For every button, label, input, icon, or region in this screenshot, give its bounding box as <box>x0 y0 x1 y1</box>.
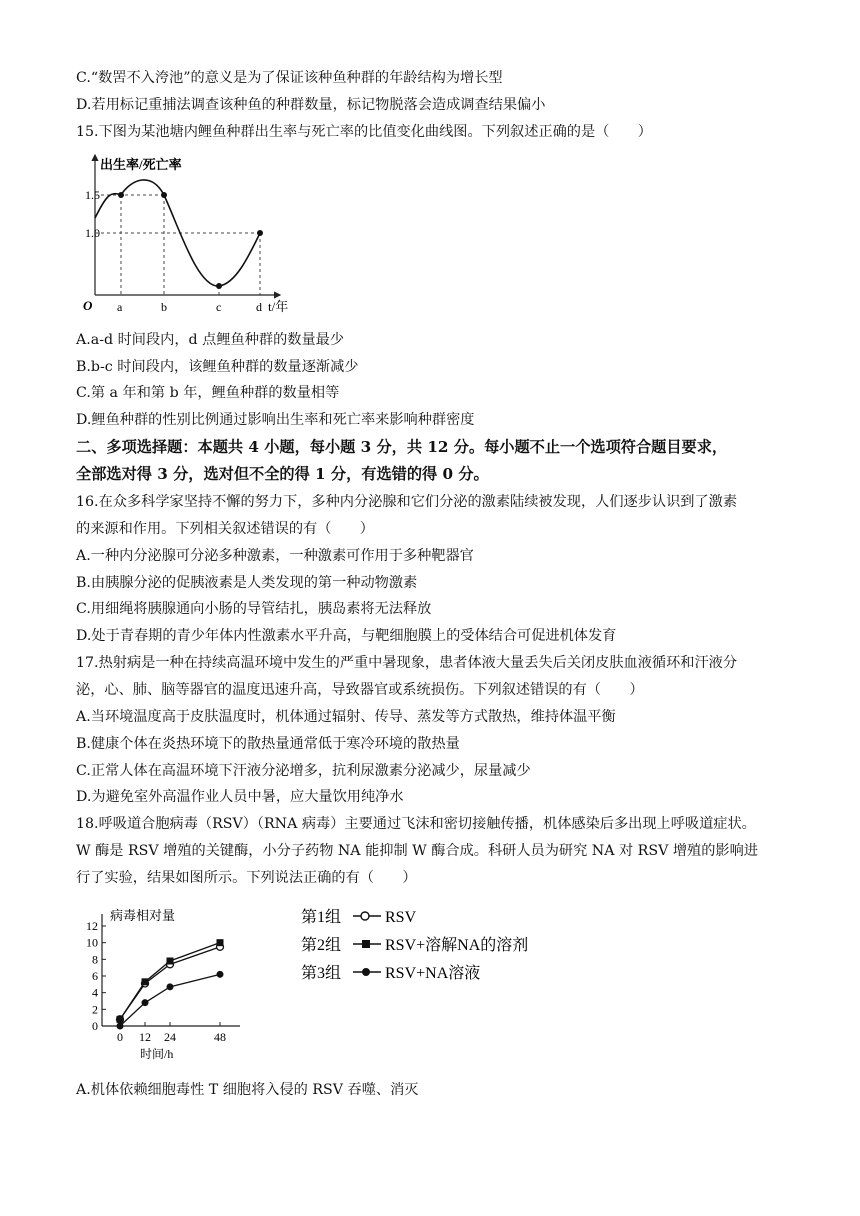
series-2-point <box>167 958 174 965</box>
series-2-point <box>142 978 149 985</box>
legend-label-2: RSV+溶解NA的溶剂 <box>385 937 529 954</box>
option-a-q18: A.机体依赖细胞毒性 T 细胞将入侵的 RSV 吞噬、消灭 <box>76 1082 419 1098</box>
option-c-q15: C.第 a 年和第 b 年，鲤鱼种群的数量相等 <box>76 385 340 401</box>
question-16-line2: 的来源和作用。下列相关叙述错误的有（ ） <box>76 521 374 537</box>
y-tick-label: 12 <box>86 919 98 933</box>
x-axis-label: 时间/h <box>140 1047 174 1061</box>
legend-group-1: 第1组 <box>301 909 342 926</box>
point-c <box>216 283 222 289</box>
option-a-q16: A.一种内分泌腺可分泌多种激素，一种激素可作用于多种靶器官 <box>76 548 474 564</box>
origin-label: O <box>83 298 93 313</box>
option-b-q16: B.由胰腺分泌的促胰液素是人类发现的第一种动物激素 <box>76 575 418 591</box>
question-15: 15.下图为某池塘内鲤鱼种群出生率与死亡率的比值变化曲线图。下列叙述正确的是（ ） <box>76 124 652 140</box>
series-3-point <box>117 1023 124 1030</box>
option-c-q16: C.用细绳将胰腺通向小肠的导管结扎，胰岛素将无法释放 <box>76 601 432 617</box>
y-tick-label: 0 <box>92 1019 98 1033</box>
legend-group-3: 第3组 <box>301 965 342 982</box>
series-3-point <box>142 999 149 1006</box>
legend <box>295 900 605 990</box>
x-tick-b: b <box>161 300 167 314</box>
y-tick-label: 10 <box>86 935 98 950</box>
legend-label-3: RSV+NA溶液 <box>385 965 481 982</box>
y-tick-label: 6 <box>92 969 98 983</box>
y-axis-label: 病毒相对量 <box>110 908 176 923</box>
tick-1-0: 1.0 <box>85 226 100 240</box>
option-a-q17: A.当环境温度高于皮肤温度时，机体通过辐射、传导、蒸发等方式散热，维持体温平衡 <box>76 709 616 725</box>
x-axis-label: t/年 <box>268 299 289 314</box>
point-b <box>161 192 167 198</box>
question-17-line2: 泌，心、肺、脑等器官的温度迅速升高，导致器官或系统损伤。下列叙述错误的有（ ） <box>76 682 644 698</box>
virus-amount-chart <box>78 898 253 1063</box>
option-a-q15: A.a-d 时间段内，d 点鲤鱼种群的数量最少 <box>76 332 345 348</box>
option-d-q16: D.处于青春期的青少年体内性激素水平升高，与靶细胞膜上的受体结合可促进机体发育 <box>76 628 617 644</box>
birth-death-ratio-chart <box>80 150 290 320</box>
point-d <box>257 230 263 236</box>
series-line-2 <box>120 943 220 1020</box>
question-18-line1: 18.呼吸道合胞病毒（RSV）（RNA 病毒）主要通过飞沫和密切接触传播，机体感染后多出现上呼吸道症状。 <box>76 816 756 832</box>
x-tick-label: 24 <box>164 1030 176 1044</box>
series-3-point <box>167 983 174 990</box>
y-tick-label: 8 <box>92 952 98 967</box>
x-tick-a: a <box>117 300 123 314</box>
y-axis-label: 出生率/死亡率 <box>100 157 182 172</box>
series-3-point <box>217 971 224 978</box>
option-b-q15: B.b-c 时间段内，该鲤鱼种群的数量逐渐减少 <box>76 359 359 375</box>
point-a <box>118 192 124 198</box>
section-heading-line1: 二、多项选择题：本题共 4 小题，每小题 3 分，共 12 分。每小题不止一个选项符合题目要求， <box>76 438 728 456</box>
x-tick-d: d <box>256 300 262 314</box>
option-d-q14: D.若用标记重捕法调查该种鱼的种群数量，标记物脱落会造成调查结果偏小 <box>76 97 546 113</box>
x-tick-label: 12 <box>139 1030 151 1044</box>
legend-marker-filled-circle <box>362 968 370 976</box>
y-tick-label: 4 <box>92 985 98 1000</box>
option-c-q17: C.正常人体在高温环境下汗液分泌增多，抗利尿激素分泌减少，尿量减少 <box>76 763 531 779</box>
option-d-q15: D.鲤鱼种群的性别比例通过影响出生率和死亡率来影响种群密度 <box>76 412 475 428</box>
question-18-line3: 行了实验，结果如图所示。下列说法正确的有（ ） <box>76 870 417 886</box>
series-2-point <box>117 1016 124 1023</box>
section-heading-line2: 全部选对得 3 分，选对但不全的得 1 分，有选错的得 0 分。 <box>76 465 489 483</box>
question-17-line1: 17.热射病是一种在持续高温环境中发生的严重中暑现象，患者体液大量丢失后关闭皮肤血液循环和汗液分 <box>76 655 738 671</box>
tick-1-5: 1.5 <box>85 188 100 202</box>
option-b-q17: B.健康个体在炎热环境下的散热量通常低于寒冷环境的散热量 <box>76 736 460 752</box>
x-tick-label: 48 <box>214 1030 226 1044</box>
series-2-point <box>217 939 224 946</box>
question-18-line2: W 酶是 RSV 增殖的关键酶，小分子药物 NA 能抑制 W 酶合成。科研人员为研究 NA 对 RSV 增殖的影响进 <box>76 843 758 859</box>
legend-label-1: RSV <box>385 909 417 926</box>
legend-marker-open-circle <box>361 912 369 920</box>
option-d-q17: D.为避免室外高温作业人员中暑，应大量饮用纯净水 <box>76 789 404 805</box>
question-16-line1: 16.在众多科学家坚持不懈的努力下，多种内分泌腺和它们分泌的激素陆续被发现，人们逐步认识到了激素 <box>76 494 738 510</box>
legend-marker-square <box>362 940 370 948</box>
y-tick-label: 2 <box>92 1002 98 1017</box>
series-line-3 <box>120 974 220 1026</box>
x-tick-c: c <box>216 300 222 314</box>
option-c-q14: C.“数罟不入洿池”的意义是为了保证该种鱼种群的年龄结构为增长型 <box>76 70 503 86</box>
legend-group-2: 第2组 <box>301 937 342 954</box>
x-tick-label: 0 <box>117 1030 123 1044</box>
